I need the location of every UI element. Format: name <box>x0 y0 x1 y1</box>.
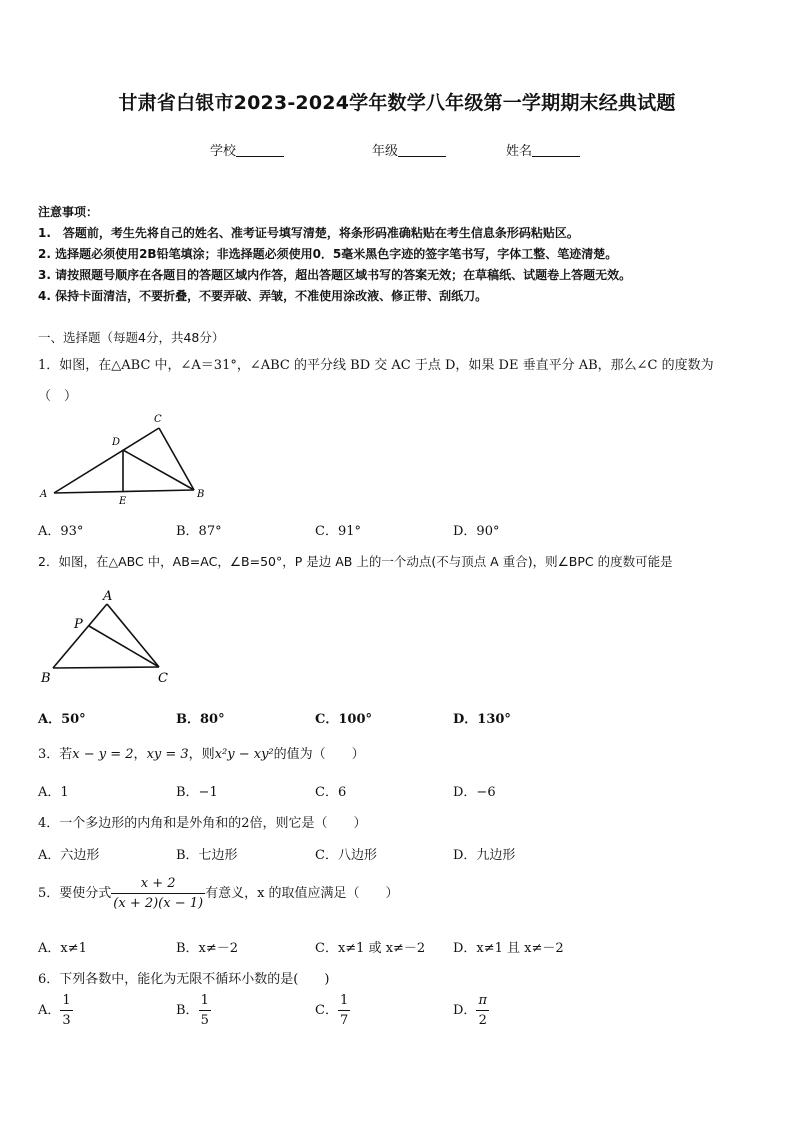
q2-label-b: B <box>41 671 51 686</box>
q1-figure <box>34 408 214 508</box>
page-title: 甘肃省白银市2023-2024学年数学八年级第一学期期末经典试题 <box>118 92 676 114</box>
q2-option-b[interactable]: B．80° <box>176 712 225 727</box>
section-heading: 一、选择题（每题4分，共48分） <box>38 330 225 345</box>
school-blank <box>236 144 284 157</box>
grade-field <box>372 140 446 159</box>
name-label: 姓名 <box>506 144 533 159</box>
q6-option-b-num: 1 <box>200 993 209 1008</box>
q2-figure <box>36 586 176 686</box>
school-field <box>210 140 284 159</box>
q6-option-a-num: 1 <box>62 993 71 1008</box>
q6-option-c[interactable] <box>315 993 350 1028</box>
q6-option-c-den: 7 <box>338 1010 350 1028</box>
q1-label-c: C <box>154 414 162 425</box>
q2-option-d[interactable]: D．130° <box>453 712 511 727</box>
q3-option-d[interactable]: D．−6 <box>453 785 496 800</box>
q1-label-e: E <box>119 496 127 507</box>
q1-paren: （ ） <box>38 389 78 404</box>
notice-item-2: 2. 选择题必须使用2B铅笔填涂；非选择题必须使用0．5毫米黑色字迹的签字笔书写，字体工整、笔迹清楚。 <box>38 247 618 261</box>
q6-option-c-num: 1 <box>339 993 349 1008</box>
q6-option-b-fraction <box>199 993 211 1028</box>
q5-numerator: x + 2 <box>140 876 176 891</box>
q3-option-b[interactable]: B．−1 <box>176 785 218 800</box>
grade-label: 年级 <box>372 144 399 159</box>
q4-text: 4．一个多边形的内角和是外角和的2倍，则它是（ ） <box>38 816 367 831</box>
q6-option-d[interactable] <box>453 993 489 1028</box>
q6-text: 6．下列各数中，能化为无限不循环小数的是( ) <box>38 972 330 987</box>
q5-option-c[interactable]: C．x≠1 或 x≠－2 <box>315 941 426 956</box>
q3-suffix: 的值为（ ） <box>273 747 365 762</box>
school-label: 学校 <box>210 144 237 159</box>
q1-option-c[interactable]: C．91° <box>315 524 361 539</box>
q4-option-a[interactable]: A．六边形 <box>38 848 100 863</box>
q3-text: 3．若x − y = 2，xy = 3，则x²y − xy²的值为（ ） <box>38 747 365 762</box>
q6-option-a-den: 3 <box>60 1010 72 1028</box>
q6-option-d-fraction <box>476 993 489 1028</box>
q2-text: 2．如图，在△ABC 中，AB=AC，∠B=50°，P 是边 AB 上的一个动点(不与顶点 A 重合)，则∠BPC 的度数可能是 <box>38 554 673 569</box>
q6-option-b-den: 5 <box>199 1010 211 1028</box>
q1-label-d: D <box>112 437 121 448</box>
q3-option-c[interactable]: C．6 <box>315 785 347 800</box>
q3-expr: x²y − xy² <box>214 747 274 762</box>
q6-option-b[interactable] <box>176 993 211 1028</box>
q3-prefix: 3．若 <box>38 747 73 762</box>
notice-item-1: 1. 答题前，考生先将自己的姓名、准考证号填写清楚，将条形码准确粘贴在考生信息条形码粘贴区。 <box>38 226 579 240</box>
q1-option-a[interactable]: A．93° <box>38 524 84 539</box>
notice-item-4: 4. 保持卡面清洁，不要折叠，不要弄破、弄皱，不准使用涂改液、修正带、刮纸刀。 <box>38 289 488 303</box>
q2-side-bc <box>53 667 159 668</box>
q2-label-a: A <box>103 589 113 604</box>
q6-option-a[interactable] <box>38 993 73 1028</box>
q3-mid: ，则 <box>188 747 215 762</box>
q2-label-c: C <box>158 671 168 686</box>
q2-side-ab <box>53 604 107 668</box>
q4-option-d[interactable]: D．九边形 <box>453 848 516 863</box>
q6-option-a-label: A． <box>38 1003 61 1018</box>
grade-blank <box>398 144 446 157</box>
name-blank <box>532 144 580 157</box>
q1-option-b[interactable]: B．87° <box>176 524 222 539</box>
q1-side-ab <box>54 490 194 493</box>
q2-option-c[interactable]: C．100° <box>315 712 372 727</box>
q1-option-d[interactable]: D．90° <box>453 524 500 539</box>
q5-option-b[interactable]: B．x≠－2 <box>176 941 239 956</box>
q5-option-d[interactable]: D．x≠1 且 x≠－2 <box>453 941 564 956</box>
q3-cond1: x − y = 2 <box>72 747 134 762</box>
q6-option-c-label: C． <box>315 1003 338 1018</box>
q2-side-ac <box>107 604 159 667</box>
q4-option-c[interactable]: C．八边形 <box>315 848 377 863</box>
q5-suffix: 有意义，x 的取值应满足（ ） <box>205 886 399 901</box>
q6-option-d-label: D． <box>453 1003 477 1018</box>
q6-option-d-den: 2 <box>476 1010 489 1028</box>
q6-option-b-label: B． <box>176 1003 199 1018</box>
q2-option-a[interactable]: A．50° <box>38 712 86 727</box>
q1-label-b: B <box>197 489 205 500</box>
q1-label-a: A <box>40 489 48 500</box>
q6-option-a-fraction <box>60 993 72 1028</box>
q6-option-c-fraction <box>338 993 350 1028</box>
q5-text <box>38 876 399 911</box>
name-field <box>506 140 580 159</box>
q5-fraction <box>111 876 205 911</box>
q5-option-a[interactable]: A．x≠1 <box>38 941 87 956</box>
q3-option-a[interactable]: A．1 <box>38 785 69 800</box>
q5-denominator: (x + 2)(x − 1) <box>111 893 205 911</box>
q6-option-d-num: π <box>478 993 487 1008</box>
notice-item-3: 3. 请按照题号顺序在各题目的答题区域内作答，超出答题区域书写的答案无效；在草稿纸、试题卷上答题无效。 <box>38 268 632 282</box>
q2-label-p: P <box>74 617 83 632</box>
q5-prefix: 5．要使分式 <box>38 886 112 901</box>
q4-option-b[interactable]: B．七边形 <box>176 848 238 863</box>
q2-segment-pc <box>89 626 159 667</box>
notice-heading: 注意事项： <box>38 205 99 219</box>
q1-text: 1．如图，在△ABC 中，∠A＝31°，∠ABC 的平分线 BD 交 AC 于点 D，如果 DE 垂直平分 AB，那么∠C 的度数为 <box>38 358 714 373</box>
q3-cond2: xy = 3 <box>146 747 189 762</box>
